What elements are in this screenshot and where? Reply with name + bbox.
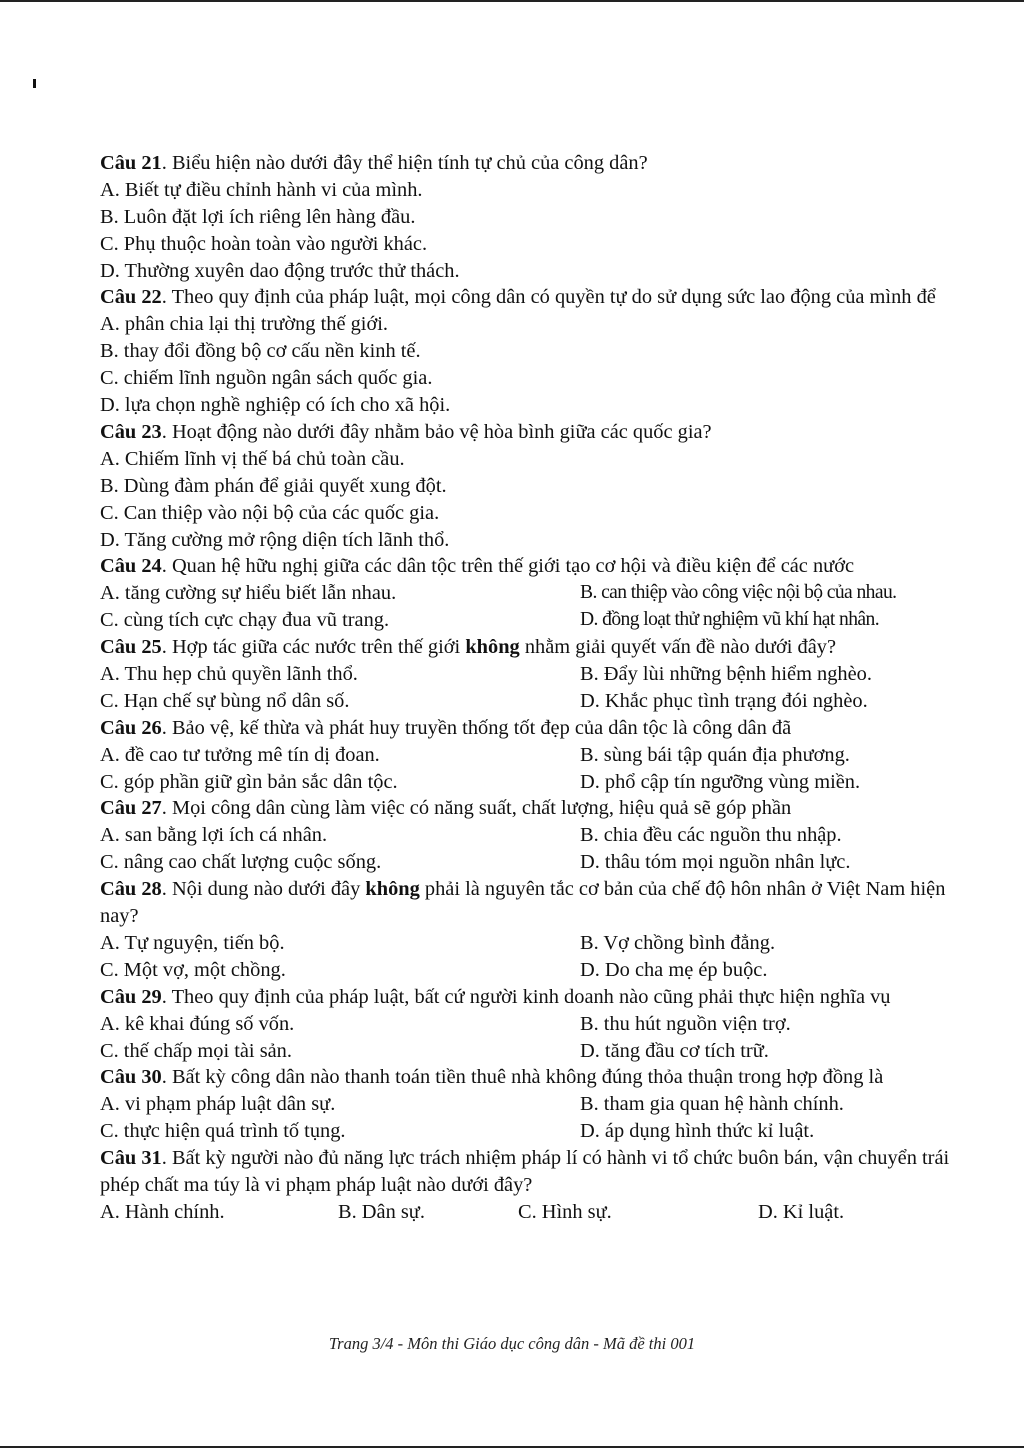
- option-d: D. Do cha mẹ ép buộc.: [580, 958, 768, 981]
- option-c: C. Hình sự.: [518, 1200, 612, 1223]
- option-a: A. Chiếm lĩnh vị thế bá chủ toàn cầu.: [100, 447, 405, 470]
- option-d: D. Thường xuyên dao động trước thử thách.: [100, 259, 460, 282]
- scan-edge-top: [0, 0, 1024, 2]
- option-row: [100, 1199, 952, 1226]
- question-stem: Câu 30. Bất kỳ công dân nào thanh toán tiền thuê nhà không đúng thỏa thuận trong hợp đồng là: [100, 1066, 884, 1089]
- option-row: [100, 1011, 952, 1038]
- option-row: [100, 661, 952, 688]
- question-stem: Câu 28. Nội dung nào dưới đây không phải là nguyên tắc cơ bản của chế độ hôn nhân ở Việt Nam hiện nay?: [100, 878, 946, 928]
- question-stem: Câu 24. Quan hệ hữu nghị giữa các dân tộc trên thế giới tạo cơ hội và điều kiện để các nước: [100, 555, 855, 578]
- question-number: Câu 30: [100, 1066, 162, 1089]
- option-row: [100, 822, 952, 849]
- question-stem: Câu 29. Theo quy định của pháp luật, bất cứ người kinh doanh nào cũng phải thực hiện nghĩa vụ: [100, 985, 891, 1008]
- question-list: [100, 150, 952, 1226]
- question-stem: Câu 27. Mọi công dân cùng làm việc có năng suất, chất lượng, hiệu quả sẽ góp phần: [100, 797, 792, 820]
- option-b: B. Đẩy lùi những bệnh hiểm nghèo.: [580, 663, 872, 685]
- emphasis-word: không: [365, 878, 420, 901]
- option-b: B. sùng bái tập quán địa phương.: [580, 743, 850, 766]
- option-d: D. thâu tóm mọi nguồn nhân lực.: [580, 851, 851, 874]
- option-d: D. đồng loạt thử nghiệm vũ khí hạt nhân.: [580, 609, 879, 631]
- option-b: B. thu hút nguồn viện trợ.: [580, 1012, 791, 1035]
- option-c: C. nâng cao chất lượng cuộc sống.: [100, 851, 382, 874]
- option-d: D. Khắc phục tình trạng đói nghèo.: [580, 689, 868, 712]
- option-c: C. Phụ thuộc hoàn toàn vào người khác.: [100, 232, 428, 255]
- question-number: Câu 22: [100, 286, 162, 309]
- option-c: C. thực hiện quá trình tố tụng.: [100, 1120, 346, 1143]
- option-a: A. tăng cường sự hiểu biết lẫn nhau.: [100, 582, 397, 605]
- question-number: Câu 31: [100, 1147, 162, 1170]
- option-b: B. tham gia quan hệ hành chính.: [580, 1093, 844, 1116]
- option-d: D. Tăng cường mở rộng diện tích lãnh thổ.: [100, 528, 450, 551]
- question-stem: Câu 23. Hoạt động nào dưới đây nhằm bảo vệ hòa bình giữa các quốc gia?: [100, 420, 712, 443]
- option-b: B. Dùng đàm phán để giải quyết xung đột.: [100, 474, 447, 497]
- option-b: B. can thiệp vào công việc nội bộ của nhau.: [580, 582, 897, 604]
- option-d: D. tăng đầu cơ tích trữ.: [580, 1039, 769, 1062]
- question-stem: Câu 26. Bảo vệ, kế thừa và phát huy truyền thống tốt đẹp của dân tộc là công dân đã: [100, 716, 792, 739]
- question-number: Câu 29: [100, 985, 162, 1008]
- emphasis-word: không: [465, 636, 520, 659]
- question-number: Câu 21: [100, 152, 162, 174]
- option-c: C. Một vợ, một chồng.: [100, 958, 286, 981]
- question-number: Câu 26: [100, 716, 162, 739]
- option-b: B. Luôn đặt lợi ích riêng lên hàng đầu.: [100, 205, 416, 228]
- option-row: [100, 688, 952, 715]
- option-a: A. phân chia lại thị trường thế giới.: [100, 313, 389, 336]
- option-b: B. Vợ chồng bình đẳng.: [580, 931, 776, 954]
- question-number: Câu 28: [100, 878, 162, 901]
- question-stem: Câu 22. Theo quy định của pháp luật, mọi công dân có quyền tự do sử dụng sức lao động của mình để: [100, 286, 936, 309]
- option-a: A. Tự nguyện, tiến bộ.: [100, 931, 285, 954]
- question-stem: Câu 31. Bất kỳ người nào đủ năng lực trách nhiệm pháp lí có hành vi tổ chức buôn bán, vận chuyển trái phép chất ma túy là vi phạm pháp luật nào dưới đây?: [100, 1147, 950, 1197]
- option-c: C. chiếm lĩnh nguồn ngân sách quốc gia.: [100, 367, 433, 390]
- option-row: [100, 849, 952, 876]
- option-a: A. kê khai đúng số vốn.: [100, 1012, 295, 1035]
- question-stem: Câu 21. Biểu hiện nào dưới đây thể hiện tính tự chủ của công dân?: [100, 152, 648, 174]
- option-row: [100, 930, 952, 957]
- option-row: [100, 607, 952, 634]
- question-stem: Câu 25. Hợp tác giữa các nước trên thế giới không nhằm giải quyết vấn đề nào dưới đây?: [100, 636, 837, 659]
- option-c: C. thế chấp mọi tài sản.: [100, 1039, 292, 1062]
- option-d: D. lựa chọn nghề nghiệp có ích cho xã hội.: [100, 394, 451, 417]
- option-b: B. Dân sự.: [338, 1200, 425, 1223]
- option-c: C. Hạn chế sự bùng nổ dân số.: [100, 689, 350, 712]
- option-c: C. góp phần giữ gìn bản sắc dân tộc.: [100, 770, 398, 793]
- option-row: [100, 1118, 952, 1145]
- option-c: C. cùng tích cực chạy đua vũ trang.: [100, 609, 390, 632]
- option-c: C. Can thiệp vào nội bộ của các quốc gia.: [100, 501, 440, 524]
- option-b: B. chia đều các nguồn thu nhập.: [580, 824, 842, 847]
- option-a: A. san bằng lợi ích cá nhân.: [100, 824, 328, 847]
- option-a: A. Hành chính.: [100, 1200, 225, 1223]
- option-b: B. thay đổi đồng bộ cơ cấu nền kinh tế.: [100, 340, 421, 363]
- option-row: [100, 1038, 952, 1065]
- option-d: D. Kỉ luật.: [758, 1200, 845, 1223]
- option-row: [100, 580, 952, 607]
- option-a: A. vi phạm pháp luật dân sự.: [100, 1093, 336, 1116]
- option-row: [100, 769, 952, 796]
- question-number: Câu 27: [100, 797, 162, 820]
- option-a: A. Biết tự điều chỉnh hành vi của mình.: [100, 178, 423, 201]
- option-d: D. áp dụng hình thức kỉ luật.: [580, 1120, 815, 1143]
- question-number: Câu 25: [100, 636, 162, 659]
- option-row: [100, 1091, 952, 1118]
- option-a: A. đề cao tư tưởng mê tín dị đoan.: [100, 743, 380, 766]
- option-row: [100, 742, 952, 769]
- option-d: D. phổ cập tín ngưỡng vùng miền.: [580, 770, 861, 793]
- question-number: Câu 24: [100, 555, 162, 578]
- option-a: A. Thu hẹp chủ quyền lãnh thổ.: [100, 663, 358, 685]
- option-row: [100, 957, 952, 984]
- page-footer: Trang 3/4 - Môn thi Giáo dục công dân - Mã đề thi 001: [328, 1334, 696, 1353]
- scan-speck: [33, 79, 36, 88]
- question-number: Câu 23: [100, 420, 162, 443]
